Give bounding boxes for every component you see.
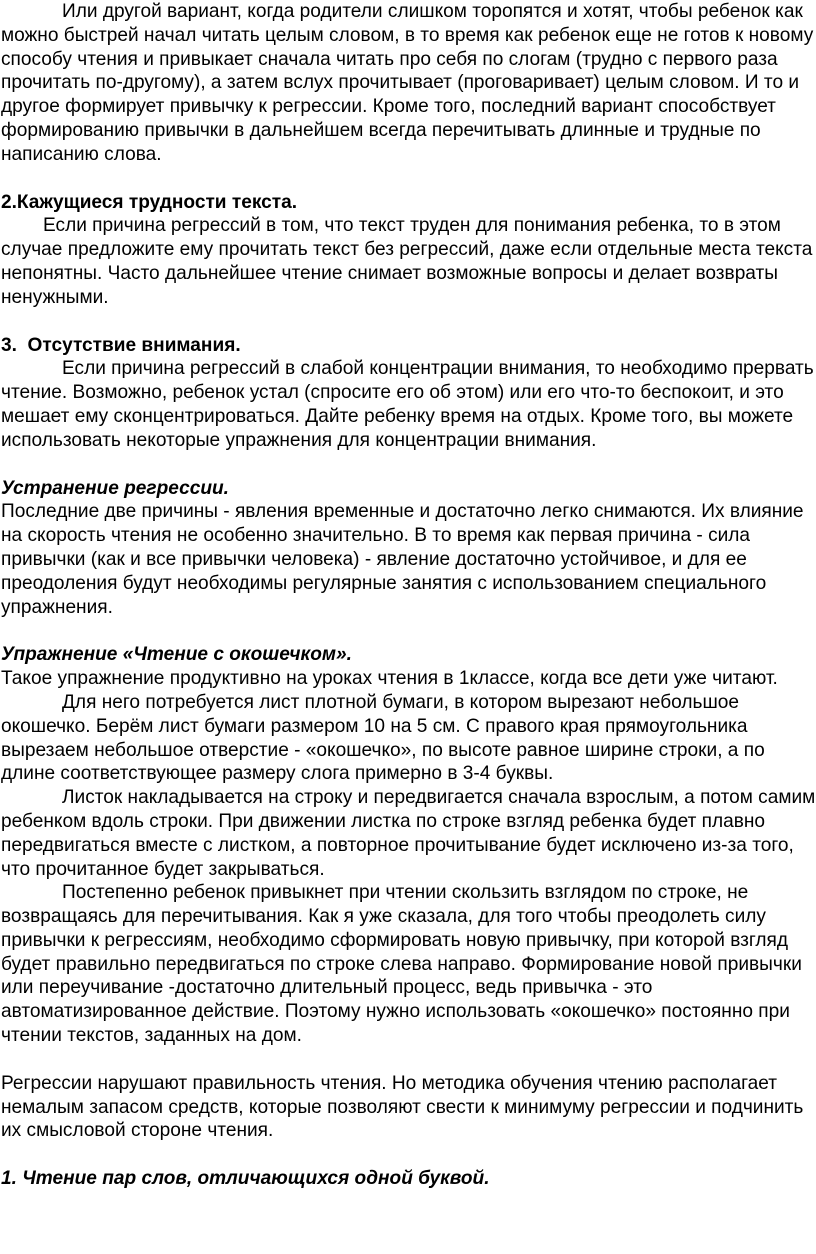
heading-exercise-window: Упражнение «Чтение с окошечком».	[1, 644, 352, 666]
paragraph-regressions: Регрессии нарушают правильность чтения. Но методика обучения чтению располагает немалым запасом средств, которые позволяют свести к минимуму регрессии и подчинить их смысловой стороне чтения.	[1, 1072, 804, 1142]
heading-elimination: Устранение регрессии.	[1, 477, 229, 499]
paragraph-apparent-difficulty: Если причина регрессий в том, что текст труден для понимания ребенка, то в этом случае предложите ему прочитать текст без регрессий, даже если отдельные места текста непонятны. Часто дальнейшее чтение снимает возможные вопросы и делает возвраты ненужными.	[1, 215, 813, 308]
paragraph-exercise-intro: Такое упражнение продуктивно на уроках чтения в 1классе, когда все дети уже читают.	[1, 668, 778, 690]
spacer	[1, 619, 816, 643]
heading-lack-of-attention: 3. Отсутствие внимания.	[1, 334, 241, 356]
paragraph-elimination: Последние две причины - явления временные и достаточно легко снимаются. Их влияние на скорость чтения не особенно значительно. В то время как первая причина - сила привычки (как и все привычки человека) - явление достаточно устойчивое, и для ее преодоления будут необходимы регулярные занятия с использованием специального упражнения.	[1, 501, 804, 618]
heading-apparent-difficulty: 2.Кажущиеся трудности текста.	[1, 191, 298, 213]
spacer	[1, 167, 816, 191]
spacer	[1, 1143, 816, 1167]
paragraph-exercise-habit: Постепенно ребенок привыкнет при чтении скользить взглядом по строке, не возвращаясь для перечитывания. Как я уже сказала, для того чтобы преодолеть силу привычки к регрессиям, необходимо сформировать новую привычку, при которой взгляд будет правильно передвигаться по строке слева направо. Формирование новой привычки или переучивание -достаточно длительный процесс, ведь привычка - это автоматизированное действие. Поэтому нужно использовать «окошечко» постоянно при чтении текстов, заданных на дом.	[1, 882, 802, 1047]
spacer	[1, 1048, 816, 1072]
spacer	[1, 310, 816, 334]
spacer	[1, 453, 816, 477]
paragraph-exercise-usage: Листок накладывается на строку и передвигается сначала взрослым, а потом самим ребенком вдоль строки. При движении листка по строке взгляд ребенка будет плавно передвигаться вместе с листком, а повторное прочитывание будет исключено из-за того, что прочитанное будет закрываться.	[1, 787, 816, 880]
paragraph-lack-of-attention: Если причина регрессий в слабой концентрации внимания, то необходимо прервать чтение. Возможно, ребенок устал (спросите его об этом) или его что-то беспокоит, и это мешает ему сконцентрироваться. Дайте ребенку время на отдых. Кроме того, вы можете использовать некоторые упражнения для концентрации внимания.	[1, 358, 814, 451]
paragraph-other-variant: Или другой вариант, когда родители слишком торопятся и хотят, чтобы ребенок как можно быстрей начал читать целым словом, в то время как ребенок еще не готов к новому способу чтения и привыкает сначала читать про себя по слогам (трудно с первого раза прочитать по-другому), а затем вслух прочитывает (проговаривает) целым словом. И то и другое формирует привычку к регрессии. Кроме того, последний вариант способствует формированию привычки в дальнейшем всегда перечитывать длинные и трудные по написанию слова.	[1, 1, 814, 165]
paragraph-exercise-materials: Для него потребуется лист плотной бумаги, в котором вырезают небольшое окошечко. Берём лист бумаги размером 10 на 5 см. С правого края прямоугольника вырезаем небольшое отверстие - «окошечко», по высоте равное ширине строки, а по длине соответствующее размеру слога примерно в 3-4 буквы.	[1, 691, 765, 785]
heading-word-pairs: 1. Чтение пар слов, отличающихся одной буквой.	[1, 1168, 490, 1190]
